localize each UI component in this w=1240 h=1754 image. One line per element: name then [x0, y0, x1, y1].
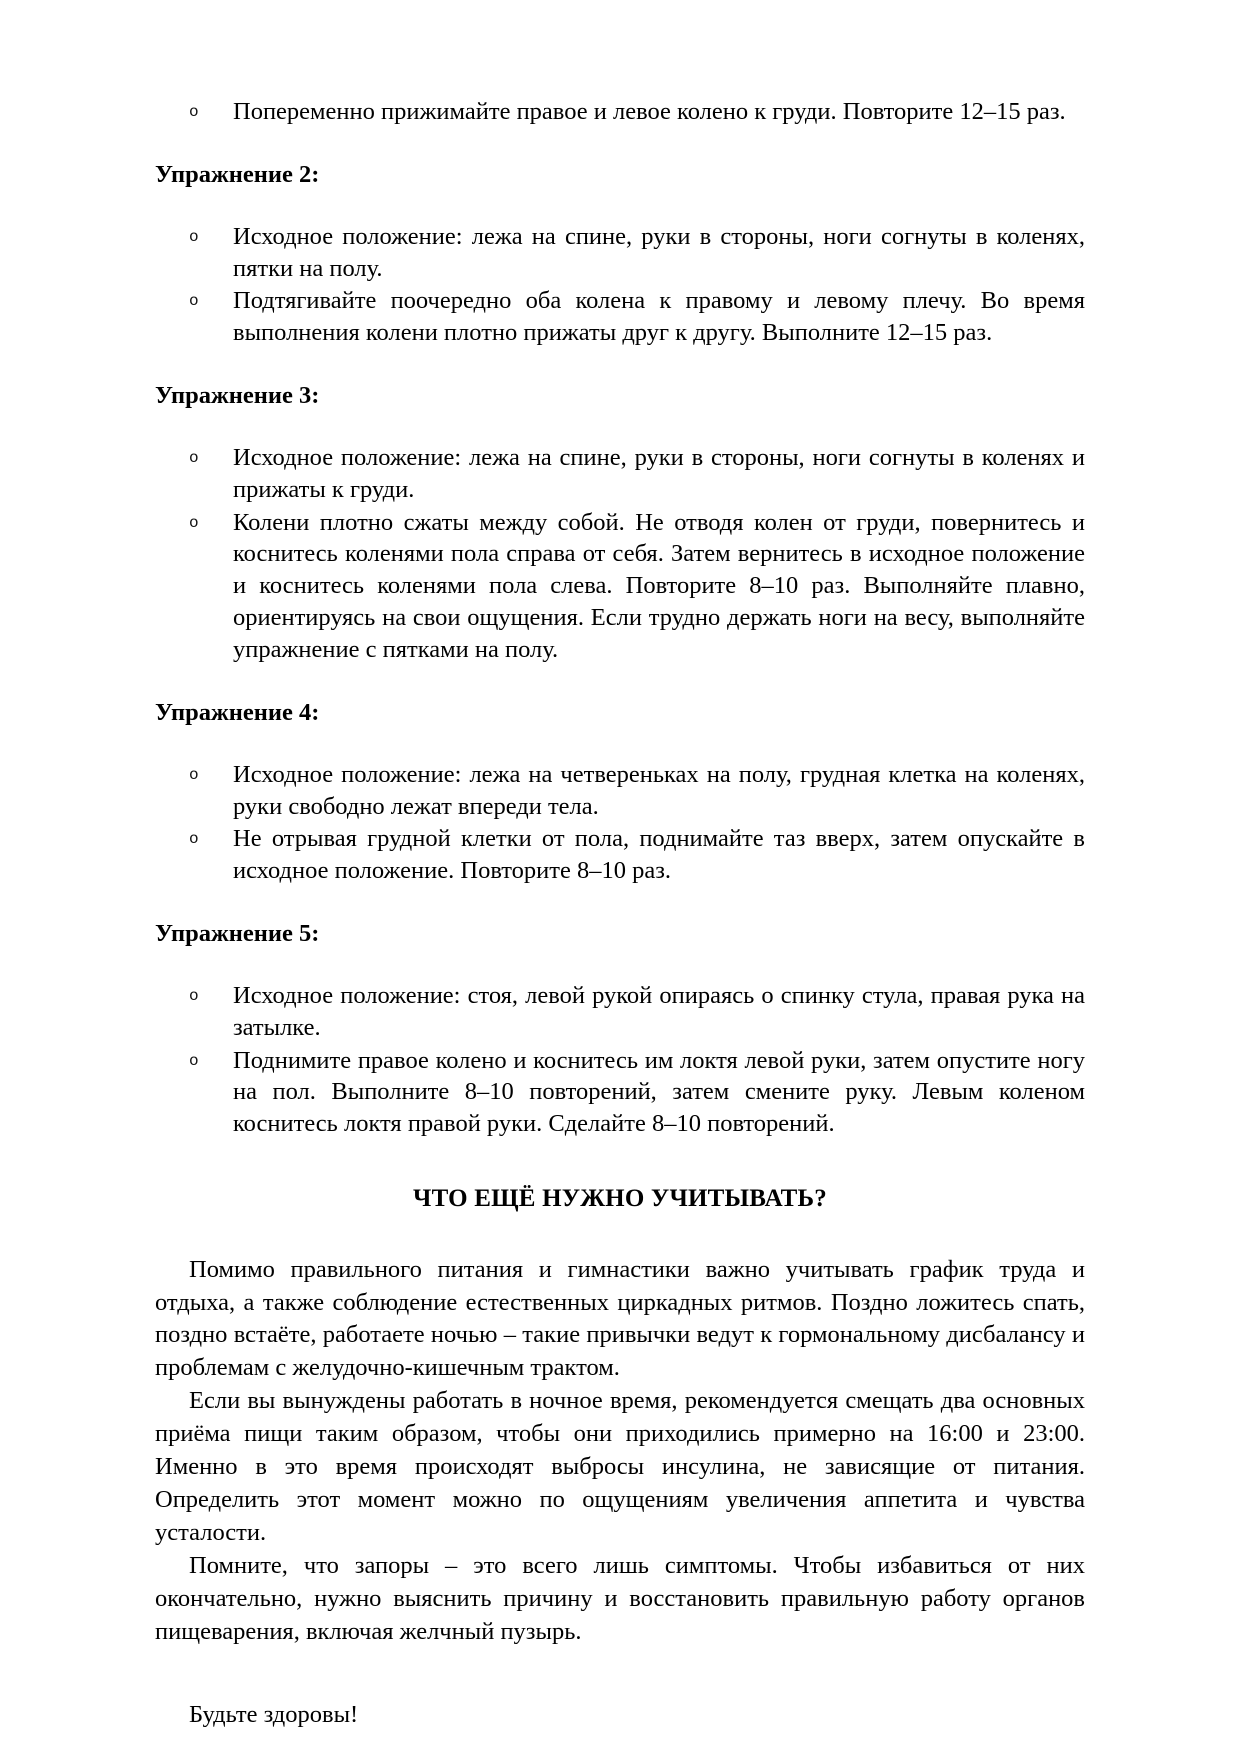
list-item: o Исходное положение: стоя, левой рукой опираясь о спинку стула, правая рука на затылке. — [155, 980, 1085, 1044]
spacer — [155, 1649, 1085, 1699]
spacer — [155, 191, 1085, 221]
list-item: o Колени плотно сжаты между собой. Не отводя колен от груди, повернитесь и коснитесь коленями пола справа от себя. Затем вернитесь в исходное положение и коснитесь коленями пола слева. Повторите 8–10 раз. Выполняйте плавно, ориентируясь на свои ощущения. Если трудно держать ноги на весу, выполняйте упражнение с пятками на полу. — [155, 507, 1085, 666]
spacer — [155, 888, 1085, 918]
exercise-heading-3: Упражнение 3: — [155, 382, 320, 410]
list-item: o Попеременно прижимайте правое и левое колено к груди. Повторите 12–15 раз. — [155, 96, 1085, 128]
spacer — [155, 350, 1085, 380]
list-item: o Поднимите правое колено и коснитесь им локтя левой руки, затем опустите ногу на пол. Выполните 8–10 повторений, затем смените руку. Левым коленом коснитесь локтя правой руки. Сделайте 8–10 повторений. — [155, 1045, 1085, 1141]
list-item: o Не отрывая грудной клетки от пола, поднимайте таз вверх, затем опускайте в исходное положение. Повторите 8–10 раз. — [155, 823, 1085, 887]
exercise-4-list — [155, 759, 1085, 887]
spacer — [155, 950, 1085, 980]
exercise-5-list — [155, 980, 1085, 1140]
exercise-heading-2: Упражнение 2: — [155, 160, 320, 188]
list-item: o Подтягивайте поочередно оба колена к правому и левому плечу. Во время выполнения колени плотно прижаты друг к другу. Выполните 12–15 раз. — [155, 285, 1085, 349]
spacer — [155, 1141, 1085, 1183]
list-item: o Исходное положение: лежа на четвереньках на полу, грудная клетка на коленях, руки свободно лежат впереди тела. — [155, 759, 1085, 823]
spacer — [155, 129, 1085, 159]
exercise-heading-4: Упражнение 4: — [155, 698, 320, 726]
closing-line: Будьте здоровы! — [189, 1700, 359, 1728]
spacer — [155, 412, 1085, 442]
continued-bullet-list — [155, 96, 1085, 128]
section-title: ЧТО ЕЩЁ НУЖНО УЧИТЫВАТЬ? — [413, 1185, 827, 1213]
body-paragraph: Помимо правильного питания и гимнастики важно учитывать график труда и отдыха, а также соблюдение естественных циркадных ритмов. Поздно ложитесь спать, поздно встаёте, работаете ночью – такие привычки ведут к гормональному дисбалансу и проблемам с желудочно-кишечным трактом. — [155, 1255, 1085, 1382]
spacer — [155, 667, 1085, 697]
list-item: o Исходное положение: лежа на спине, руки в стороны, ноги согнуты в коленях и прижаты к груди. — [155, 442, 1085, 506]
exercise-3-list — [155, 442, 1085, 666]
spacer — [155, 1216, 1085, 1254]
document-content — [155, 96, 1085, 1732]
spacer — [155, 729, 1085, 759]
exercise-2-list — [155, 221, 1085, 349]
body-paragraph: Если вы вынуждены работать в ночное время, рекомендуется смещать два основных приёма пищи таким образом, чтобы они приходились примерно на 16:00 и 23:00. Именно в это время происходят выбросы инсулина, не зависящие от питания. Определить этот момент можно по ощущениям увеличения аппетита и чувства усталости. — [155, 1387, 1085, 1547]
exercise-heading-5: Упражнение 5: — [155, 920, 320, 948]
body-paragraph: Помните, что запоры – это всего лишь симптомы. Чтобы избавиться от них окончательно, нужно выяснить причину и восстановить правильную работу органов пищеварения, включая желчный пузырь. — [155, 1552, 1085, 1645]
list-item: o Исходное положение: лежа на спине, руки в стороны, ноги согнуты в коленях, пятки на полу. — [155, 221, 1085, 285]
